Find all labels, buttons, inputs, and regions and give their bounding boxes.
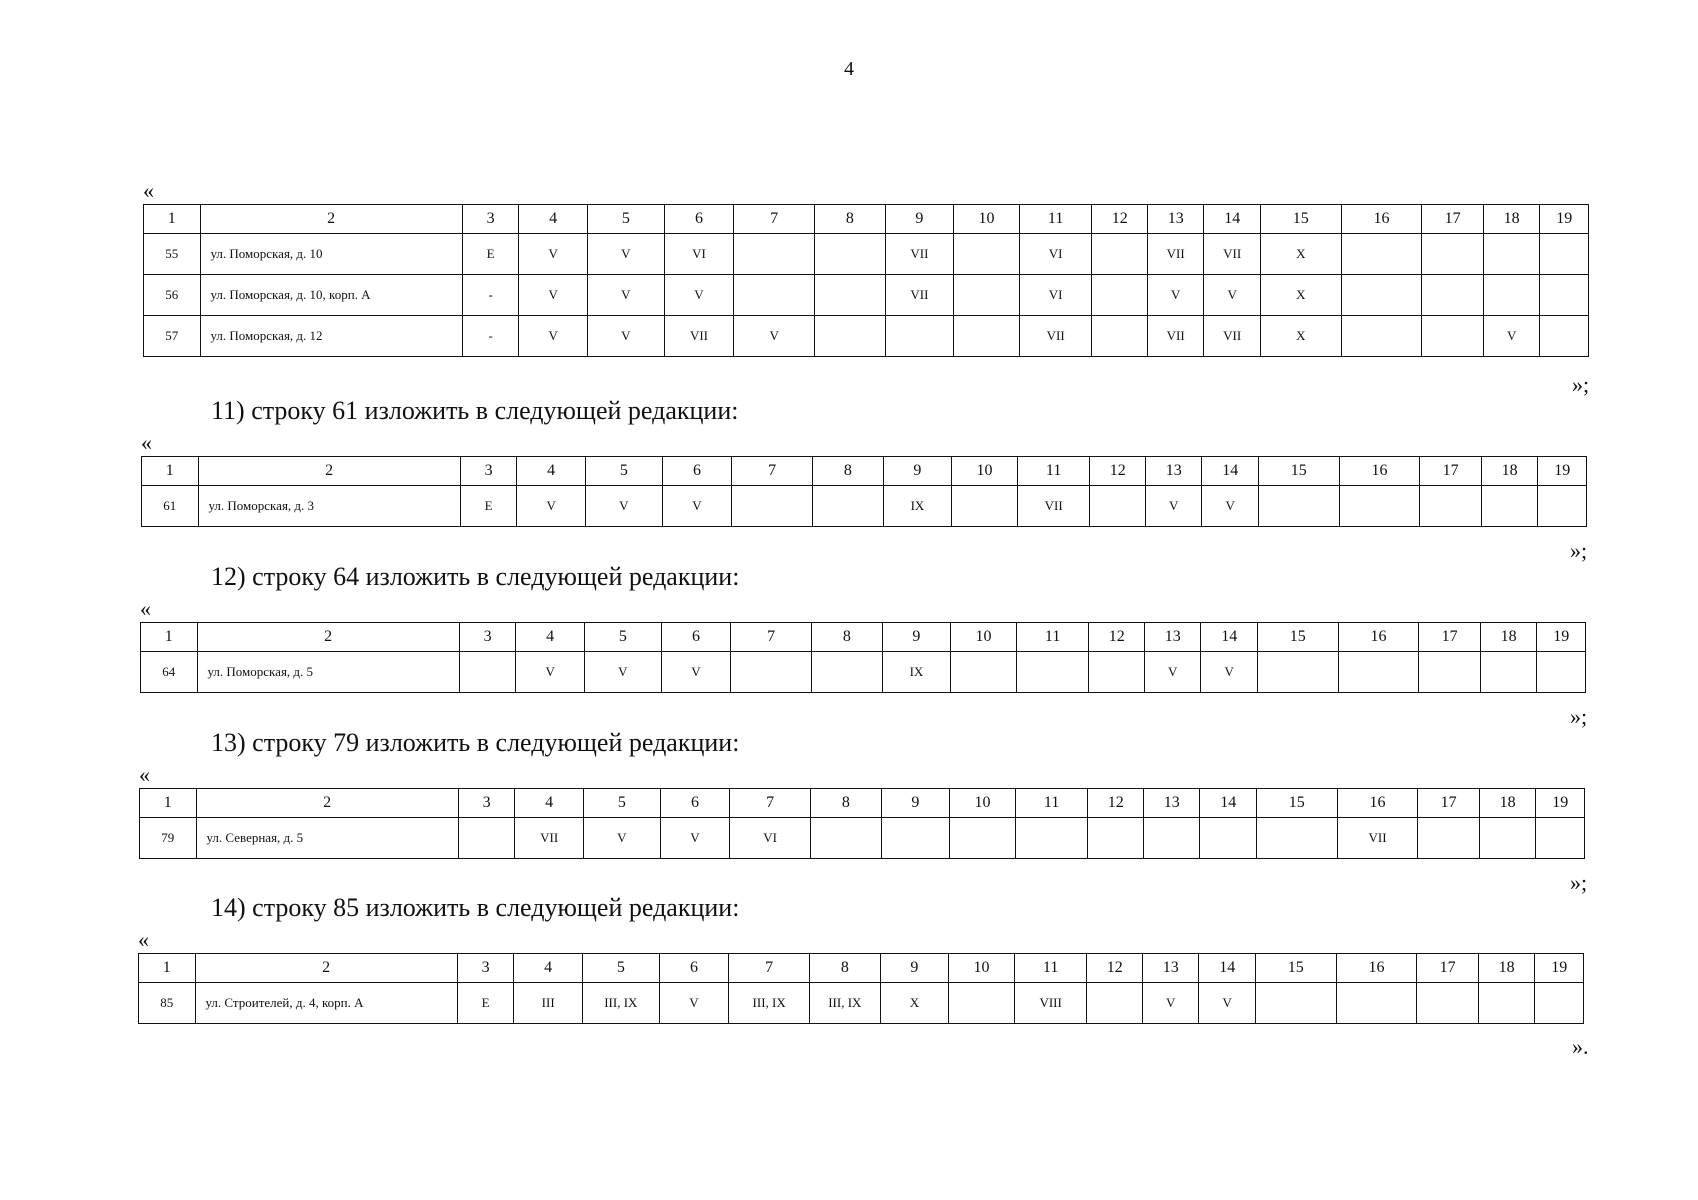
table-cell (1481, 486, 1538, 527)
table-cell (1258, 486, 1339, 527)
column-header: 5 (584, 623, 661, 652)
table-cell: X (880, 983, 949, 1024)
table-cell (812, 652, 883, 693)
table-cell: VII (1147, 316, 1204, 357)
column-header: 18 (1481, 457, 1538, 486)
column-header: 14 (1199, 954, 1256, 983)
column-header: 9 (880, 954, 949, 983)
column-header: 6 (660, 789, 730, 818)
open-quote: « (140, 596, 151, 621)
column-header: 12 (1088, 789, 1143, 818)
open-quote: « (141, 430, 152, 455)
table-cell (1256, 818, 1337, 859)
table-cell (1480, 652, 1537, 693)
close-quote: »; (1570, 538, 1588, 563)
table-cell (1200, 818, 1257, 859)
table-cell (734, 234, 815, 275)
column-header: 18 (1480, 623, 1537, 652)
column-header: 11 (1014, 954, 1087, 983)
table-cell: VII (664, 316, 734, 357)
amendment-table-61 (141, 456, 1587, 527)
table-cell (1088, 818, 1143, 859)
column-header: 5 (587, 205, 664, 234)
table-cell (1417, 983, 1479, 1024)
table-cell: V (1142, 983, 1199, 1024)
column-header: 6 (662, 457, 732, 486)
table-cell: V (519, 234, 588, 275)
column-header: 14 (1204, 205, 1261, 234)
column-header: 12 (1090, 457, 1145, 486)
column-header: 3 (462, 205, 519, 234)
table-cell (1540, 316, 1589, 357)
table-cell (811, 818, 882, 859)
column-header: 14 (1202, 457, 1259, 486)
column-header: 8 (815, 205, 886, 234)
address-cell: ул. Поморская, д. 12 (200, 316, 462, 357)
column-header: 9 (881, 789, 950, 818)
table-cell (1478, 983, 1535, 1024)
table-cell (1257, 652, 1338, 693)
column-header: 16 (1341, 205, 1422, 234)
column-header: 5 (582, 954, 659, 983)
column-header: 15 (1258, 457, 1339, 486)
column-header: 7 (731, 623, 812, 652)
column-header: 5 (583, 789, 660, 818)
table-cell (1483, 275, 1540, 316)
table-cell (459, 652, 516, 693)
table-cell: V (1204, 275, 1261, 316)
column-header: 10 (954, 205, 1020, 234)
column-header: 3 (457, 954, 514, 983)
table-cell: V (585, 486, 662, 527)
row-number-cell: 55 (144, 234, 201, 275)
open-quote: « (139, 762, 150, 787)
table-cell: VII (1204, 234, 1261, 275)
table-cell: V (1145, 486, 1202, 527)
instruction-line: 12) строку 64 изложить в следующей редакции: (211, 562, 740, 591)
column-header: 17 (1418, 789, 1480, 818)
table-cell: III (514, 983, 583, 1024)
table-cell: V (664, 275, 734, 316)
column-header: 15 (1256, 789, 1337, 818)
column-header: 14 (1200, 789, 1257, 818)
table-cell: VII (1204, 316, 1261, 357)
table-cell: V (1202, 486, 1259, 527)
table-cell: III, IX (810, 983, 881, 1024)
table-cell: V (516, 652, 585, 693)
column-header: 7 (730, 789, 811, 818)
column-header: 16 (1337, 789, 1418, 818)
table-cell (731, 652, 812, 693)
row-number-cell: 64 (141, 652, 198, 693)
column-header: 11 (1015, 789, 1088, 818)
column-header: 9 (883, 457, 952, 486)
column-header: 12 (1092, 205, 1147, 234)
table-cell (815, 316, 886, 357)
table-cell (1336, 983, 1417, 1024)
close-quote: »; (1570, 704, 1588, 729)
table-cell: V (659, 983, 729, 1024)
column-header: 12 (1089, 623, 1144, 652)
table-cell: VII (515, 818, 584, 859)
column-header: 13 (1147, 205, 1204, 234)
row-number-cell: 85 (139, 983, 196, 1024)
column-header: 17 (1422, 205, 1484, 234)
table-cell: V (519, 275, 588, 316)
table-cell: V (1483, 316, 1540, 357)
table-cell (1422, 234, 1484, 275)
column-header: 6 (661, 623, 731, 652)
column-header: 19 (1540, 205, 1589, 234)
table-cell (458, 818, 515, 859)
table-cell (1418, 818, 1480, 859)
table-cell (1540, 275, 1589, 316)
table-cell (813, 486, 884, 527)
column-header: 2 (198, 457, 460, 486)
table-cell: V (660, 818, 730, 859)
column-header: 9 (885, 205, 954, 234)
table-cell (1420, 486, 1482, 527)
table-cell (734, 275, 815, 316)
table-cell (1536, 818, 1585, 859)
column-header: 3 (459, 623, 516, 652)
address-cell: ул. Строителей, д. 4, корп. А (195, 983, 457, 1024)
column-header: 11 (1016, 623, 1089, 652)
table-cell: III, IX (582, 983, 659, 1024)
column-header: 12 (1087, 954, 1142, 983)
table-cell: VII (885, 234, 954, 275)
table-cell (1422, 316, 1484, 357)
table-cell: V (1201, 652, 1258, 693)
column-header: 11 (1019, 205, 1092, 234)
table-cell: V (517, 486, 586, 527)
column-header: 17 (1417, 954, 1479, 983)
table-cell: VII (1147, 234, 1204, 275)
table-cell (1255, 983, 1336, 1024)
table-cell (1419, 652, 1481, 693)
column-header: 1 (141, 623, 198, 652)
column-header: 4 (517, 457, 586, 486)
amendment-table-55-57 (143, 204, 1589, 357)
column-header: 9 (882, 623, 951, 652)
column-header: 18 (1483, 205, 1540, 234)
header-row (139, 954, 1584, 983)
column-header: 8 (813, 457, 884, 486)
table-cell (1090, 486, 1145, 527)
table-cell: X (1260, 316, 1341, 357)
column-header: 4 (519, 205, 588, 234)
table-cell: VI (1019, 275, 1092, 316)
column-header: 8 (812, 623, 883, 652)
column-header: 13 (1145, 457, 1202, 486)
column-header: 1 (144, 205, 201, 234)
table-cell (881, 818, 950, 859)
table-cell: X (1260, 275, 1341, 316)
column-header: 7 (732, 457, 813, 486)
table-cell (1538, 486, 1587, 527)
table-cell (1143, 818, 1200, 859)
column-header: 13 (1144, 623, 1201, 652)
instruction-line: 11) строку 61 изложить в следующей редакции: (211, 396, 739, 425)
column-header: 7 (734, 205, 815, 234)
table-cell (1341, 275, 1422, 316)
table-cell (815, 275, 886, 316)
table-cell: V (734, 316, 815, 357)
table-cell (885, 316, 954, 357)
table-cell (1016, 652, 1089, 693)
column-header: 17 (1419, 623, 1481, 652)
table-row (139, 983, 1584, 1024)
column-header: 19 (1537, 623, 1586, 652)
table-cell (1339, 486, 1420, 527)
table-cell (952, 486, 1018, 527)
table-cell (1089, 652, 1144, 693)
row-number-cell: 61 (142, 486, 199, 527)
column-header: 10 (949, 954, 1015, 983)
table-cell: VIII (1014, 983, 1087, 1024)
table-cell: V (1144, 652, 1201, 693)
table-row (140, 818, 1585, 859)
table-cell: Е (457, 983, 514, 1024)
table-row (142, 486, 1587, 527)
table-cell (1479, 818, 1536, 859)
open-quote: « (138, 927, 149, 952)
column-header: 2 (200, 205, 462, 234)
column-header: 10 (951, 623, 1017, 652)
table-cell (1015, 818, 1088, 859)
amendment-table-85 (138, 953, 1584, 1024)
column-header: 7 (729, 954, 810, 983)
page-number: 4 (844, 58, 854, 80)
column-header: 3 (458, 789, 515, 818)
table-cell: VI (1019, 234, 1092, 275)
table-cell: III, IX (729, 983, 810, 1024)
table-cell (1535, 983, 1584, 1024)
column-header: 1 (139, 954, 196, 983)
table-cell: - (462, 275, 519, 316)
column-header: 2 (195, 954, 457, 983)
table-cell: V (587, 316, 664, 357)
table-cell: V (587, 275, 664, 316)
address-cell: ул. Поморская, д. 10, корп. А (200, 275, 462, 316)
address-cell: ул. Поморская, д. 5 (197, 652, 459, 693)
column-header: 19 (1536, 789, 1585, 818)
amendment-table-79 (139, 788, 1585, 859)
table-cell: IX (883, 486, 952, 527)
table-cell: V (661, 652, 731, 693)
table-cell (1341, 316, 1422, 357)
column-header: 4 (515, 789, 584, 818)
address-cell: ул. Поморская, д. 3 (198, 486, 460, 527)
table-cell: VII (1337, 818, 1418, 859)
table-cell (1483, 234, 1540, 275)
column-header: 1 (142, 457, 199, 486)
column-header: 13 (1143, 789, 1200, 818)
column-header: 1 (140, 789, 197, 818)
table-row (144, 316, 1589, 357)
column-header: 15 (1255, 954, 1336, 983)
table-cell: Е (462, 234, 519, 275)
table-cell (951, 652, 1017, 693)
column-header: 4 (516, 623, 585, 652)
column-header: 10 (952, 457, 1018, 486)
table-cell (1341, 234, 1422, 275)
table-row (144, 275, 1589, 316)
column-header: 16 (1338, 623, 1419, 652)
column-header: 5 (585, 457, 662, 486)
close-quote: »; (1570, 870, 1588, 895)
table-cell (954, 234, 1020, 275)
table-cell (954, 316, 1020, 357)
table-cell (954, 275, 1020, 316)
column-header: 14 (1201, 623, 1258, 652)
table-cell (1092, 275, 1147, 316)
column-header: 6 (659, 954, 729, 983)
amendment-table-64 (140, 622, 1586, 693)
column-header: 8 (811, 789, 882, 818)
table-cell: V (662, 486, 732, 527)
table-cell: V (1147, 275, 1204, 316)
table-cell: VII (1017, 486, 1090, 527)
column-header: 6 (664, 205, 734, 234)
address-cell: ул. Поморская, д. 10 (200, 234, 462, 275)
column-header: 15 (1257, 623, 1338, 652)
table-cell (949, 983, 1015, 1024)
table-cell: V (587, 234, 664, 275)
table-cell (950, 818, 1016, 859)
table-cell (1422, 275, 1484, 316)
table-cell: - (462, 316, 519, 357)
column-header: 10 (950, 789, 1016, 818)
close-quote: »; (1572, 372, 1590, 397)
table-cell: V (519, 316, 588, 357)
instruction-line: 14) строку 85 изложить в следующей редакции: (211, 893, 740, 922)
instruction-line: 13) строку 79 изложить в следующей редакции: (211, 728, 740, 757)
row-number-cell: 57 (144, 316, 201, 357)
column-header: 2 (196, 789, 458, 818)
table-cell: V (583, 818, 660, 859)
row-number-cell: 56 (144, 275, 201, 316)
column-header: 17 (1420, 457, 1482, 486)
header-row (144, 205, 1589, 234)
table-cell: VI (664, 234, 734, 275)
table-cell (1540, 234, 1589, 275)
column-header: 8 (810, 954, 881, 983)
column-header: 16 (1339, 457, 1420, 486)
column-header: 11 (1017, 457, 1090, 486)
table-cell (1338, 652, 1419, 693)
close-quote: ». (1572, 1034, 1589, 1059)
table-cell: VI (730, 818, 811, 859)
header-row (141, 623, 1586, 652)
table-cell: VII (1019, 316, 1092, 357)
column-header: 15 (1260, 205, 1341, 234)
table-cell: Е (460, 486, 517, 527)
row-number-cell: 79 (140, 818, 197, 859)
table-cell: X (1260, 234, 1341, 275)
table-row (144, 234, 1589, 275)
column-header: 19 (1538, 457, 1587, 486)
column-header: 18 (1479, 789, 1536, 818)
column-header: 2 (197, 623, 459, 652)
address-cell: ул. Северная, д. 5 (196, 818, 458, 859)
table-cell (1092, 234, 1147, 275)
header-row (140, 789, 1585, 818)
column-header: 3 (460, 457, 517, 486)
column-header: 13 (1142, 954, 1199, 983)
column-header: 4 (514, 954, 583, 983)
table-cell: V (1199, 983, 1256, 1024)
column-header: 19 (1535, 954, 1584, 983)
table-row (141, 652, 1586, 693)
header-row (142, 457, 1587, 486)
table-cell (1087, 983, 1142, 1024)
table-cell: VII (885, 275, 954, 316)
table-cell: IX (882, 652, 951, 693)
table-cell (1092, 316, 1147, 357)
open-quote: « (143, 178, 154, 203)
column-header: 18 (1478, 954, 1535, 983)
table-cell (1537, 652, 1586, 693)
column-header: 16 (1336, 954, 1417, 983)
table-cell: V (584, 652, 661, 693)
table-cell (732, 486, 813, 527)
table-cell (815, 234, 886, 275)
